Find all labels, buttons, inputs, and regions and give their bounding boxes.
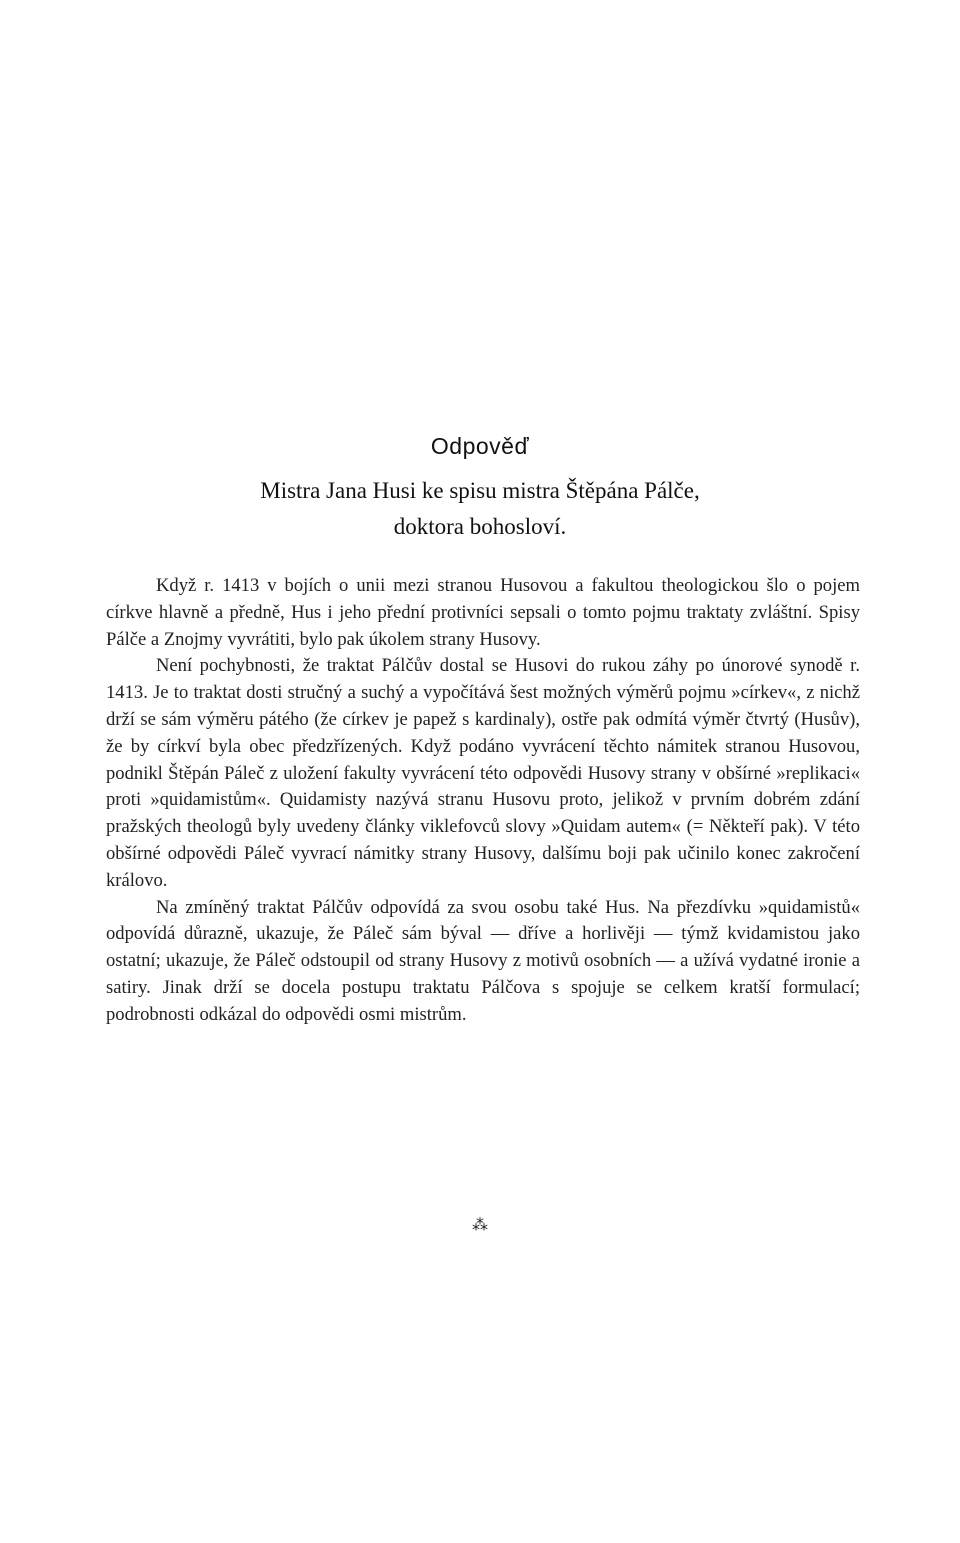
paragraph-2: Není pochybnosti, že traktat Pálčův dostal se Husovi do rukou záhy po únorové synodě r. 1413. Je to traktat dosti stručný a suchý a vypočítává šest možných výměrů pojmu »církev«, z nichž drží se sám výměru pátého (že církev je papež s kardinaly), ostře pak odmítá výměr čtvrtý (Husův), že by církví byla obec předzřízených. Když podáno vyvrácení těchto námitek stranou Husovou, podnikl Štěpán Páleč z uložení fakulty vyvrácení této odpovědi Husovy strany v obšírné »replikaci« proti »quidamistům«. Quidamisty nazývá stranu Husovu proto, jelikož v prvním dobrém zdání pražských theologů byly uvedeny články viklefovců slovy »Quidam autem« (= Někteří pak). V této obšírné odpovědi Páleč vyvrací námitky strany Husovy, dalšímu boji pak učinilo konec zakročení královo. xyxy=(106,655,860,891)
document-subtitle-line-2: doktora bohosloví. xyxy=(393,514,567,539)
paragraph-1: Když r. 1413 v bojích o unii mezi stranou Husovou a fakultou theologickou šlo o pojem církve hlavně a předně, Hus i jeho přední protivníci sepsali o tomto pojmu traktaty zvláštní. Spisy Pálče a Znojmy vyvrátiti, bylo pak úkolem strany Husovy. xyxy=(106,575,860,650)
asterism-ornament-icon: ⁂ xyxy=(472,1215,488,1234)
document-title: Odpověď xyxy=(430,433,530,459)
body-text xyxy=(106,573,860,1029)
paragraph-3: Na zmíněný traktat Pálčův odpovídá za svou osobu také Hus. Na přezdívku »quidamistů« odpovídá důrazně, ukazuje, že Páleč sám býval — dříve a horlivěji — týmž kvidamistou jako ostatní; ukazuje, že Páleč odstoupil od strany Husovy z motivů osobních — a užívá vydatné ironie a satiry. Jinak drží se docela postupu traktatu Pálčova s spojuje se celkem kratší formulací; podrobnosti odkázal do odpovědi osmi mistrům. xyxy=(106,896,860,1025)
document-subtitle-line-1: Mistra Jana Husi ke spisu mistra Štěpána Pálče, xyxy=(260,478,700,503)
